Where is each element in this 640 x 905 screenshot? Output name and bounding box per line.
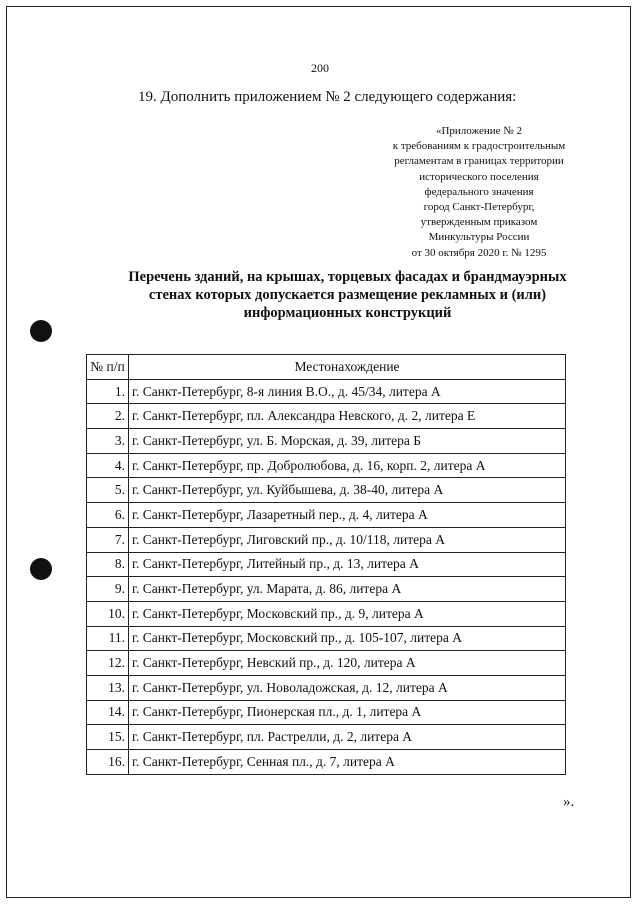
table-header-row (87, 355, 566, 380)
row-location: г. Санкт-Петербург, Пионерская пл., д. 1, литера А (129, 700, 566, 725)
row-location: г. Санкт-Петербург, ул. Марата, д. 86, литера А (129, 577, 566, 602)
row-number: 3. (87, 429, 129, 454)
row-location: г. Санкт-Петербург, ул. Куйбышева, д. 38-40, литера А (129, 478, 566, 503)
row-location: г. Санкт-Петербург, пр. Добролюбова, д. 16, корп. 2, литера А (129, 453, 566, 478)
document-title (120, 268, 575, 322)
row-number: 16. (87, 750, 129, 775)
table-row (87, 453, 566, 478)
table-row (87, 404, 566, 429)
punch-hole-mark (30, 558, 52, 580)
table-row (87, 601, 566, 626)
row-location: г. Санкт-Петербург, Сенная пл., д. 7, литера А (129, 750, 566, 775)
row-number: 7. (87, 527, 129, 552)
table-row (87, 725, 566, 750)
appendix-header (372, 124, 586, 261)
row-location: г. Санкт-Петербург, Московский пр., д. 9, литера А (129, 601, 566, 626)
table-row (87, 527, 566, 552)
table-row (87, 700, 566, 725)
row-number: 10. (87, 601, 129, 626)
table-row (87, 503, 566, 528)
table-row (87, 626, 566, 651)
appendix-line: к требованиям к градостроительным (392, 140, 566, 153)
row-location: г. Санкт-Петербург, ул. Б. Морская, д. 39, литера Б (129, 429, 566, 454)
appendix-line: «Приложение № 2 (435, 125, 523, 137)
title-line: стенах которых допускается размещение рекламных и (или) (148, 287, 547, 303)
title-line: Перечень зданий, на крышах, торцевых фасадах и брандмауэрных (128, 269, 567, 285)
row-location: г. Санкт-Петербург, Лиговский пр., д. 10/118, литера А (129, 527, 566, 552)
appendix-line: Минкультуры России (428, 231, 530, 244)
appendix-line: федерального значения (424, 185, 534, 198)
appendix-line: от 30 октября 2020 г. № 1295 (411, 246, 547, 259)
row-number: 1. (87, 379, 129, 404)
page-number: 200 (311, 61, 329, 75)
row-location: г. Санкт-Петербург, Литейный пр., д. 13, литера А (129, 552, 566, 577)
row-number: 11. (87, 626, 129, 651)
table-row (87, 750, 566, 775)
row-number: 6. (87, 503, 129, 528)
intro-paragraph: 19. Дополнить приложением № 2 следующего содержания: (138, 89, 517, 105)
row-number: 13. (87, 675, 129, 700)
row-number: 15. (87, 725, 129, 750)
row-location: г. Санкт-Петербург, Московский пр., д. 105-107, литера А (129, 626, 566, 651)
header-number: № п/п (87, 355, 129, 380)
appendix-line: исторического поселения (419, 170, 539, 183)
buildings-table (86, 354, 566, 775)
table-row (87, 429, 566, 454)
table-row (87, 478, 566, 503)
punch-hole-mark (30, 320, 52, 342)
row-location: г. Санкт-Петербург, Невский пр., д. 120, литера А (129, 651, 566, 676)
table-row (87, 552, 566, 577)
closing-quote: ». (563, 794, 575, 810)
row-location: г. Санкт-Петербург, пл. Александра Невского, д. 2, литера Е (129, 404, 566, 429)
row-location: г. Санкт-Петербург, Лазаретный пер., д. 4, литера А (129, 503, 566, 528)
row-location: г. Санкт-Петербург, ул. Новоладожская, д. 12, литера А (129, 675, 566, 700)
row-number: 4. (87, 453, 129, 478)
appendix-line: утвержденным приказом (420, 216, 538, 229)
row-location: г. Санкт-Петербург, 8-я линия В.О., д. 45/34, литера А (129, 379, 566, 404)
table-row (87, 379, 566, 404)
appendix-line: регламентам в границах территории (394, 155, 564, 168)
row-number: 14. (87, 700, 129, 725)
row-number: 12. (87, 651, 129, 676)
title-line: информационных конструкций (243, 305, 452, 321)
row-number: 9. (87, 577, 129, 602)
row-location: г. Санкт-Петербург, пл. Растрелли, д. 2, литера А (129, 725, 566, 750)
row-number: 5. (87, 478, 129, 503)
row-number: 8. (87, 552, 129, 577)
row-number: 2. (87, 404, 129, 429)
table-row (87, 675, 566, 700)
table-row (87, 577, 566, 602)
table-row (87, 651, 566, 676)
appendix-line: город Санкт-Петербург, (423, 201, 535, 214)
header-location: Местонахождение (129, 355, 566, 380)
